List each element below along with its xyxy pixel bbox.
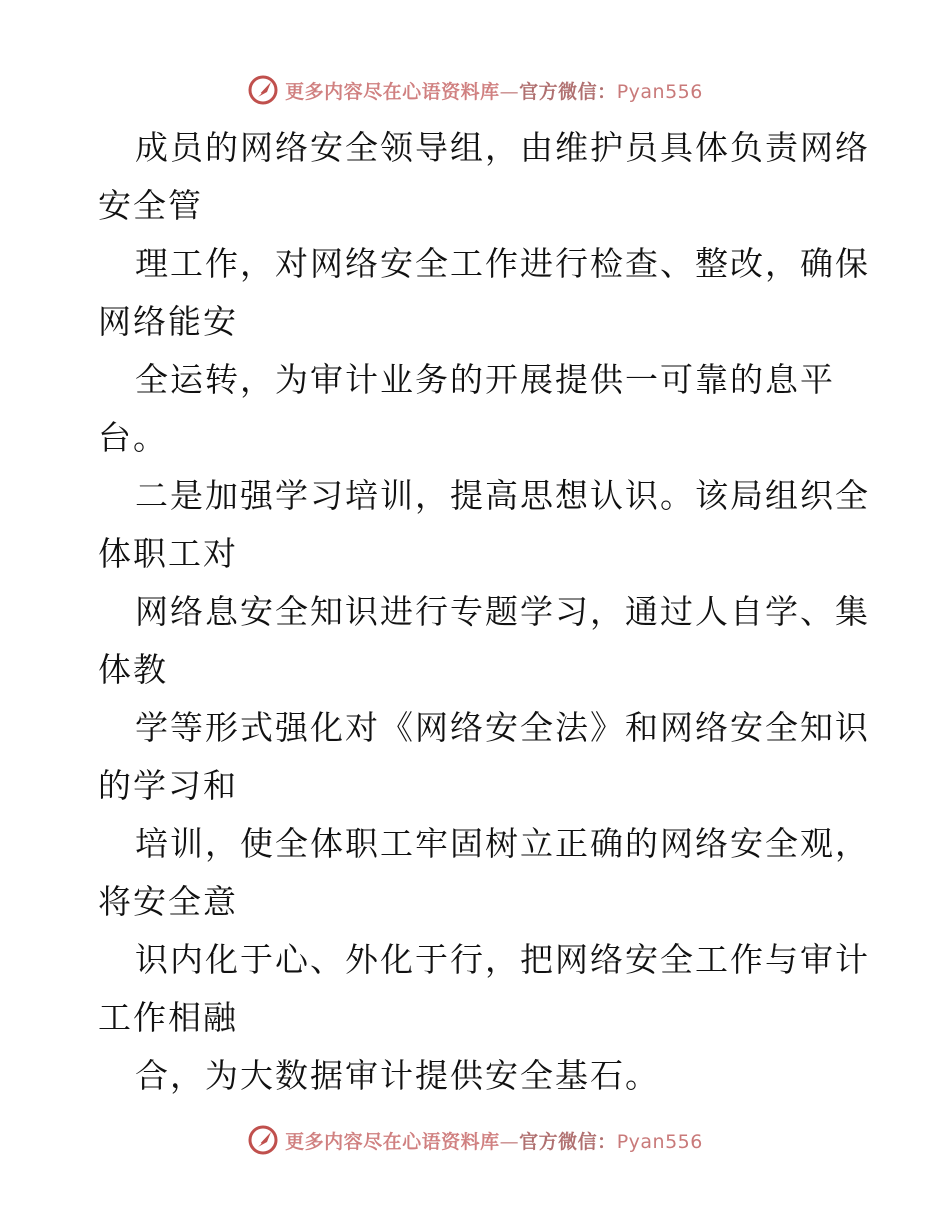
quill-logo-icon	[247, 1124, 279, 1156]
text-line: 工作相融	[98, 998, 238, 1037]
footer-watermark	[0, 1120, 950, 1160]
watermark-main: 更多内容尽在心语资料库	[285, 1130, 500, 1153]
text-line: 成员的网络安全领导组，由维护员具体负责网络	[135, 128, 870, 167]
text-line: 台。	[98, 418, 168, 457]
text-line: 网络息安全知识进行专题学习，通过人自学、集	[135, 592, 870, 631]
quill-logo-icon	[247, 74, 279, 106]
text-line: 安全管	[98, 186, 203, 225]
watermark-text	[285, 77, 703, 104]
text-line: 将安全意	[98, 882, 238, 921]
text-line: 二是加强学习培训，提高思想认识。该局组织全	[135, 476, 870, 515]
watermark-wechat-id: Pyan556	[616, 80, 703, 103]
text-line: 体职工对	[98, 534, 238, 573]
watermark-dash: —	[499, 80, 520, 103]
text-line: 学等形式强化对《网络安全法》和网络安全知识	[135, 708, 870, 747]
watermark-wechat-label: 官方微信：	[519, 1130, 617, 1153]
header-watermark	[0, 70, 950, 110]
text-line: 全运转，为审计业务的开展提供一可靠的息平	[135, 360, 835, 399]
watermark-dash: —	[499, 1130, 520, 1153]
watermark-wechat-label: 官方微信：	[519, 80, 617, 103]
watermark-wechat-id: Pyan556	[616, 1130, 703, 1153]
text-line: 培训，使全体职工牢固树立正确的网络安全观，	[135, 824, 870, 863]
watermark-text	[285, 1127, 703, 1154]
text-line: 理工作，对网络安全工作进行检查、整改，确保	[135, 244, 870, 283]
text-line: 体教	[98, 650, 168, 689]
watermark-main: 更多内容尽在心语资料库	[285, 80, 500, 103]
text-line: 合，为大数据审计提供安全基石。	[135, 1056, 660, 1095]
text-line: 网络能安	[98, 302, 238, 341]
text-line: 识内化于心、外化于行，把网络安全工作与审计	[135, 940, 870, 979]
text-line: 的学习和	[98, 766, 238, 805]
